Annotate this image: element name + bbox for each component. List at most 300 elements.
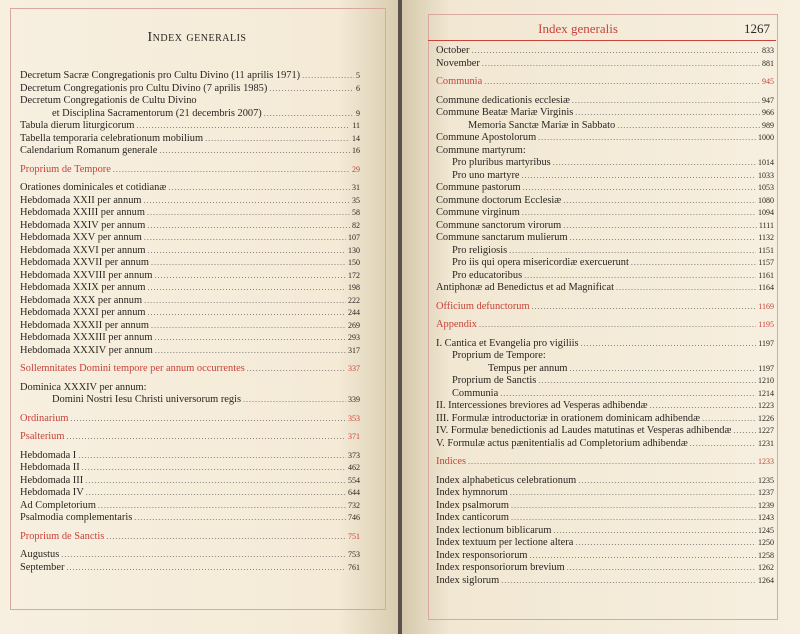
- toc-entry[interactable]: [20, 270, 360, 283]
- toc-entry-label: Hebdomada XXII per annum: [20, 194, 142, 206]
- toc-entry-label: Domini Nostri Iesu Christi universorum regis: [52, 394, 242, 405]
- toc-entry-page: 1233: [758, 457, 774, 466]
- toc-entry-page: 1161: [758, 270, 774, 280]
- toc-entry-page: 222: [348, 295, 360, 305]
- dot-leader: [147, 220, 350, 233]
- dot-leader: [563, 220, 757, 233]
- toc-entry[interactable]: [436, 107, 774, 120]
- dot-leader: [70, 413, 346, 426]
- dot-leader: [522, 207, 756, 220]
- toc-entry[interactable]: [20, 549, 360, 562]
- toc-entry-page: 947: [762, 95, 774, 105]
- dot-leader: [570, 232, 757, 245]
- right-page-number: 1267: [744, 21, 770, 36]
- toc-entry-label: Proprium de Tempore: [20, 163, 111, 175]
- dot-leader: [154, 332, 346, 345]
- toc-entry-label: Index alphabeticus celebrationum: [436, 474, 577, 486]
- toc-entry[interactable]: [436, 400, 774, 413]
- toc-entry[interactable]: [436, 413, 774, 426]
- toc-entry[interactable]: [436, 95, 774, 108]
- toc-entry-page: 317: [348, 345, 360, 355]
- toc-entry-label: Tempus per annum: [488, 362, 568, 374]
- right-table-of-contents: [436, 45, 774, 587]
- toc-entry-label: Index hymnorum: [436, 487, 508, 498]
- toc-entry[interactable]: [436, 425, 774, 438]
- dot-leader: [529, 550, 756, 563]
- toc-entry-label: Commune virginum: [436, 207, 520, 218]
- dot-leader: [702, 413, 756, 426]
- toc-entry-page: 1033: [758, 170, 774, 180]
- dot-leader: [148, 245, 346, 258]
- toc-entry[interactable]: [20, 345, 360, 358]
- toc-entry-label: Orationes dominicales et cotidianæ: [20, 182, 167, 193]
- toc-entry-label: Proprium de Sanctis: [20, 530, 105, 542]
- toc-entry-label: Tabella temporaria celebrationum mobilium: [20, 132, 204, 144]
- toc-entry[interactable]: [436, 550, 774, 563]
- dot-leader: [168, 182, 350, 195]
- toc-entry[interactable]: [436, 350, 774, 363]
- toc-entry-label: Commune dedicationis ecclesiæ: [436, 94, 570, 106]
- toc-entry-page: 107: [348, 233, 360, 242]
- dot-leader: [482, 58, 760, 71]
- toc-entry-page: 198: [348, 283, 360, 292]
- toc-entry-label: Sollemnitates Domini tempore per annum occurrentes: [20, 363, 245, 374]
- toc-entry-label: III. Formulæ introductoriæ in orationem dominicam adhibendæ: [436, 412, 701, 424]
- toc-entry-label: Pro iis qui opera misericordiæ exercuerunt: [452, 257, 629, 268]
- toc-entry-page: 1094: [758, 208, 774, 217]
- right-running-header: [428, 18, 776, 41]
- dot-leader: [690, 438, 756, 451]
- toc-entry-label: Calendarium Romanum generale: [20, 145, 158, 156]
- toc-entry-label: Hebdomada I: [20, 449, 77, 461]
- toc-entry[interactable]: [20, 95, 360, 108]
- toc-entry-page: 1231: [758, 438, 774, 448]
- toc-entry-label: Decretum Sacræ Congregationis pro Cultu Divino (11 aprilis 1971): [20, 70, 301, 81]
- toc-entry-label: Memoria Sanctæ Mariæ in Sabbato: [468, 119, 616, 131]
- toc-entry-label: Pro pluribus martyribus: [452, 157, 551, 168]
- toc-entry[interactable]: [20, 245, 360, 258]
- dot-leader: [538, 375, 756, 388]
- toc-entry-label: Index responsoriorum: [436, 549, 528, 561]
- toc-entry-page: 1262: [758, 563, 774, 572]
- dot-leader: [479, 319, 756, 332]
- toc-entry[interactable]: [436, 58, 774, 71]
- toc-entry-page: 753: [348, 550, 360, 559]
- toc-entry-label: Dominica XXXIV per annum:: [20, 381, 147, 393]
- toc-entry-label: Hebdomada XXIV per annum: [20, 219, 146, 231]
- toc-entry-page: 1258: [758, 550, 774, 560]
- dot-leader: [154, 270, 346, 283]
- toc-entry-label: Appendix: [436, 319, 477, 330]
- toc-entry[interactable]: [436, 45, 774, 58]
- toc-entry[interactable]: [20, 462, 360, 475]
- dot-leader: [650, 400, 756, 413]
- toc-entry-label: September: [20, 561, 65, 573]
- toc-entry-label: Pro uno martyre: [452, 169, 520, 181]
- toc-entry-page: 337: [348, 364, 360, 373]
- toc-entry-page: 1151: [758, 245, 774, 255]
- dot-leader: [567, 562, 756, 575]
- toc-entry-label: Hebdomada XXVIII per annum: [20, 269, 153, 281]
- toc-entry-label: Index textuum per lectione altera: [436, 537, 574, 548]
- toc-entry-label: Commune Apostolorum: [436, 132, 537, 143]
- dot-leader: [575, 537, 756, 550]
- dot-leader: [553, 525, 756, 538]
- toc-entry-label: Decretum Congregationis de Cultu Divino: [20, 95, 197, 106]
- toc-entry-page: 1250: [758, 538, 774, 547]
- dot-leader: [269, 83, 354, 96]
- dot-leader: [553, 157, 756, 170]
- toc-entry-label: Hebdomada XXIII per annum: [20, 207, 145, 218]
- toc-entry-page: 1053: [758, 183, 774, 192]
- toc-entry[interactable]: [436, 132, 774, 145]
- toc-entry[interactable]: [436, 338, 774, 351]
- toc-entry[interactable]: [436, 270, 774, 283]
- toc-entry-page: 1080: [758, 195, 774, 205]
- toc-entry-label: Tabula dierum liturgicorum: [20, 120, 135, 131]
- toc-entry-page: 353: [348, 413, 360, 423]
- dot-leader: [86, 487, 346, 500]
- toc-entry-page: 339: [348, 395, 360, 404]
- toc-entry-label: Index siglorum: [436, 574, 500, 586]
- dot-leader: [66, 431, 346, 444]
- toc-entry[interactable]: [20, 307, 360, 320]
- toc-entry[interactable]: [20, 394, 360, 407]
- toc-entry-label: Index lectionum biblicarum: [436, 524, 552, 536]
- toc-entry-label: Hebdomada XXXIII per annum: [20, 332, 153, 343]
- toc-entry[interactable]: [436, 282, 774, 295]
- toc-entry-page: 244: [348, 308, 360, 317]
- toc-entry[interactable]: [436, 388, 774, 401]
- dot-leader: [578, 475, 756, 488]
- toc-entry-label: IV. Formulæ benedictionis ad Laudes matutinas et Vesperas adhibendæ: [436, 425, 732, 436]
- toc-entry-label: Commune martyrum:: [436, 144, 526, 156]
- toc-entry[interactable]: [436, 195, 774, 208]
- toc-entry-page: 1239: [758, 500, 774, 510]
- dot-leader: [500, 388, 756, 401]
- toc-entry[interactable]: [436, 245, 774, 258]
- toc-entry[interactable]: [436, 145, 774, 158]
- dot-leader: [302, 70, 354, 83]
- toc-entry-label: October: [436, 45, 470, 56]
- dot-leader: [733, 425, 756, 438]
- toc-entry-page: 29: [352, 164, 360, 174]
- toc-section-heading[interactable]: [20, 431, 360, 444]
- toc-entry-page: 761: [348, 562, 360, 572]
- toc-entry-page: 269: [348, 320, 360, 330]
- toc-entry[interactable]: [436, 438, 774, 451]
- dot-leader: [61, 549, 346, 562]
- toc-entry-label: Hebdomada XXV per annum: [20, 232, 142, 243]
- toc-entry[interactable]: [436, 375, 774, 388]
- toc-entry-page: 1157: [758, 258, 774, 267]
- dot-leader: [538, 132, 756, 145]
- toc-entry-label: Communia: [436, 76, 483, 87]
- toc-entry-page: 150: [348, 258, 360, 267]
- toc-section-heading[interactable]: [20, 413, 360, 426]
- toc-entry-label: Pro religiosis: [452, 244, 508, 256]
- dot-leader: [468, 456, 756, 469]
- toc-entry[interactable]: [20, 120, 360, 133]
- toc-entry-page: 966: [762, 108, 774, 117]
- toc-entry[interactable]: [436, 575, 774, 588]
- dot-leader: [148, 282, 346, 295]
- toc-entry-page: 130: [348, 245, 360, 255]
- toc-entry-label: Hebdomada XXXIV per annum: [20, 344, 153, 356]
- toc-entry-label: Decretum Congregationis pro Cultu Divino (7 aprilis 1985): [20, 82, 268, 94]
- toc-entry-label: Commune Beatæ Mariæ Virginis: [436, 107, 574, 118]
- toc-entry-page: 751: [348, 531, 360, 541]
- toc-entry-label: Officium defunctorum: [436, 300, 530, 312]
- toc-entry-label: Hebdomada XXVII per annum: [20, 257, 149, 268]
- toc-entry-page: 371: [348, 432, 360, 441]
- toc-entry-label: Commune sanctorum virorum: [436, 219, 562, 231]
- toc-entry[interactable]: [436, 363, 774, 376]
- toc-entry-page: 1237: [758, 488, 774, 497]
- toc-entry-page: 1164: [758, 283, 774, 292]
- dot-leader: [243, 394, 346, 407]
- toc-entry-page: 82: [352, 220, 360, 230]
- toc-entry-page: 1214: [758, 388, 774, 398]
- toc-section-heading[interactable]: [20, 531, 360, 544]
- toc-entry-label: Index responsoriorum brevium: [436, 562, 565, 573]
- toc-entry-page: 1195: [758, 320, 774, 329]
- toc-entry-page: 1226: [758, 413, 774, 423]
- toc-entry[interactable]: [20, 487, 360, 500]
- toc-entry-label: Communia: [452, 387, 499, 399]
- toc-entry-page: 1223: [758, 401, 774, 410]
- toc-entry-label: Hebdomada XXXI per annum: [20, 307, 146, 318]
- toc-entry[interactable]: [436, 220, 774, 233]
- toc-entry-page: 1000: [758, 133, 774, 142]
- toc-entry[interactable]: [436, 537, 774, 550]
- toc-entry[interactable]: [20, 108, 360, 121]
- toc-entry-label: Antiphonæ ad Benedictus et ad Magnificat: [436, 282, 615, 293]
- toc-entry-page: 35: [352, 195, 360, 205]
- dot-leader: [144, 232, 346, 245]
- dot-leader: [572, 95, 760, 108]
- toc-entry-page: 9: [356, 108, 360, 118]
- toc-entry-page: 373: [348, 450, 360, 460]
- toc-entry-label: et Disciplina Sacramentorum (21 decembris 2007): [52, 107, 262, 119]
- toc-entry[interactable]: [20, 195, 360, 208]
- dot-leader: [570, 363, 757, 376]
- dot-leader: [78, 450, 346, 463]
- toc-entry[interactable]: [20, 207, 360, 220]
- toc-entry[interactable]: [436, 207, 774, 220]
- dot-leader: [151, 257, 346, 270]
- toc-entry-label: November: [436, 57, 480, 69]
- toc-entry-label: Index psalmorum: [436, 499, 510, 511]
- dot-leader: [113, 164, 350, 177]
- toc-entry[interactable]: [20, 257, 360, 270]
- dot-leader: [510, 487, 756, 500]
- toc-entry[interactable]: [20, 182, 360, 195]
- dot-leader: [532, 301, 757, 314]
- toc-entry[interactable]: [436, 512, 774, 525]
- toc-section-heading[interactable]: [436, 76, 774, 89]
- dot-leader: [155, 345, 346, 358]
- dot-leader: [144, 295, 346, 308]
- toc-entry[interactable]: [436, 475, 774, 488]
- toc-entry-label: Hebdomada III: [20, 474, 84, 486]
- left-page-title: Index generalis: [147, 30, 247, 45]
- toc-entry-label: Proprium de Sanctis: [452, 375, 537, 386]
- toc-entry-page: 1264: [758, 575, 774, 585]
- toc-entry[interactable]: [20, 282, 360, 295]
- toc-entry-page: 1245: [758, 525, 774, 535]
- dot-leader: [523, 182, 756, 195]
- toc-entry-label: Hebdomada XXIX per annum: [20, 282, 146, 293]
- toc-entry-page: 14: [352, 133, 360, 143]
- toc-entry-page: 16: [352, 146, 360, 155]
- toc-entry[interactable]: [20, 145, 360, 158]
- dot-leader: [575, 107, 760, 120]
- toc-entry-page: 1197: [758, 338, 774, 348]
- dot-leader: [617, 120, 760, 133]
- dot-leader: [471, 45, 760, 58]
- toc-entry-page: 11: [352, 121, 360, 130]
- toc-entry-page: 644: [348, 488, 360, 497]
- toc-section-heading[interactable]: [20, 164, 360, 177]
- toc-entry-label: Commune sanctarum mulierum: [436, 232, 568, 243]
- dot-leader: [264, 108, 354, 121]
- toc-entry[interactable]: [20, 450, 360, 463]
- dot-leader: [147, 207, 350, 220]
- dot-leader: [82, 462, 346, 475]
- toc-entry[interactable]: [436, 232, 774, 245]
- toc-entry[interactable]: [436, 487, 774, 500]
- toc-entry[interactable]: [20, 512, 360, 525]
- toc-entry-page: 58: [352, 208, 360, 217]
- toc-entry[interactable]: [436, 500, 774, 513]
- dot-leader: [631, 257, 756, 270]
- toc-entry-label: Commune pastorum: [436, 182, 521, 193]
- toc-entry[interactable]: [20, 232, 360, 245]
- toc-entry[interactable]: [436, 120, 774, 133]
- dot-leader: [247, 363, 346, 376]
- toc-entry-label: Proprium de Tempore:: [452, 350, 546, 361]
- toc-entry[interactable]: [20, 382, 360, 395]
- dot-leader: [205, 133, 350, 146]
- toc-entry[interactable]: [436, 170, 774, 183]
- toc-entry-page: 881: [762, 58, 774, 68]
- toc-entry-label: Ad Completorium: [20, 499, 96, 511]
- toc-entry-label: I. Cantica et Evangelia pro vigiliis: [436, 337, 579, 349]
- toc-entry[interactable]: [20, 295, 360, 308]
- toc-entry-label: Psalmodia complementaris: [20, 512, 133, 523]
- toc-entry-page: 172: [348, 270, 360, 280]
- toc-entry-page: 31: [352, 183, 360, 192]
- toc-entry[interactable]: [436, 257, 774, 270]
- toc-entry-page: 554: [348, 475, 360, 485]
- toc-entry-page: 1111: [758, 220, 774, 230]
- left-table-of-contents: [20, 70, 360, 574]
- toc-entry-page: 1014: [758, 158, 774, 167]
- toc-entry-page: 945: [762, 77, 774, 86]
- toc-entry-label: Hebdomada II: [20, 462, 80, 473]
- right-running-title: Index generalis: [538, 21, 618, 36]
- toc-section-heading[interactable]: [20, 363, 360, 376]
- dot-leader: [134, 512, 346, 525]
- toc-entry[interactable]: [436, 157, 774, 170]
- dot-leader: [524, 270, 756, 283]
- toc-entry-page: 1235: [758, 475, 774, 485]
- toc-entry-page: 833: [762, 46, 774, 55]
- toc-entry[interactable]: [436, 525, 774, 538]
- toc-entry-page: 6: [356, 83, 360, 93]
- toc-entry-label: Hebdomada IV: [20, 487, 84, 498]
- toc-entry-label: Index canticorum: [436, 512, 509, 523]
- dot-leader: [159, 145, 350, 158]
- dot-leader: [148, 307, 346, 320]
- dot-leader: [509, 245, 756, 258]
- toc-entry[interactable]: [20, 500, 360, 513]
- toc-entry-label: II. Intercessiones breviores ad Vesperas adhibendæ: [436, 400, 648, 411]
- dot-leader: [151, 320, 346, 333]
- toc-entry-page: 1210: [758, 376, 774, 385]
- toc-entry-label: Indices: [436, 456, 467, 467]
- toc-entry-page: 732: [348, 500, 360, 510]
- toc-entry-label: Hebdomada XXXII per annum: [20, 319, 149, 331]
- dot-leader: [98, 500, 346, 513]
- toc-entry-page: 1169: [758, 301, 774, 311]
- dot-leader: [137, 120, 351, 133]
- dot-leader: [511, 512, 756, 525]
- dot-leader: [66, 562, 346, 575]
- toc-entry-page: 5: [356, 71, 360, 80]
- dot-leader: [143, 195, 350, 208]
- toc-entry-page: 462: [348, 463, 360, 472]
- toc-entry[interactable]: [20, 475, 360, 488]
- dot-leader: [522, 170, 756, 183]
- toc-entry[interactable]: [20, 133, 360, 146]
- toc-entry-label: Hebdomada XXVI per annum: [20, 244, 146, 256]
- dot-leader: [85, 475, 346, 488]
- dot-leader: [501, 575, 756, 588]
- toc-entry-page: 989: [762, 120, 774, 130]
- dot-leader: [581, 338, 757, 351]
- toc-entry-label: Psalterium: [20, 431, 65, 442]
- toc-entry[interactable]: [436, 182, 774, 195]
- dot-leader: [484, 76, 760, 89]
- toc-entry-page: 1132: [758, 233, 774, 242]
- dot-leader: [563, 195, 756, 208]
- toc-entry-page: 293: [348, 333, 360, 342]
- dot-leader: [511, 500, 756, 513]
- toc-entry-label: V. Formulæ actus pænitentialis ad Completorium adhibendæ: [436, 437, 688, 449]
- toc-section-heading[interactable]: [436, 301, 774, 314]
- toc-entry[interactable]: [20, 562, 360, 575]
- toc-section-heading[interactable]: [436, 319, 774, 332]
- toc-section-heading[interactable]: [436, 456, 774, 469]
- toc-entry-label: Pro educatoribus: [452, 269, 523, 281]
- toc-entry[interactable]: [20, 332, 360, 345]
- toc-entry[interactable]: [20, 320, 360, 333]
- toc-entry-page: 1227: [758, 426, 774, 435]
- toc-entry[interactable]: [436, 562, 774, 575]
- toc-entry-label: Commune doctorum Ecclesiæ: [436, 194, 562, 206]
- dot-leader: [616, 282, 756, 295]
- toc-entry-page: 1243: [758, 513, 774, 522]
- toc-entry[interactable]: [20, 220, 360, 233]
- toc-entry-label: Augustus: [20, 549, 60, 560]
- toc-entry[interactable]: [20, 83, 360, 96]
- toc-entry[interactable]: [20, 70, 360, 83]
- toc-entry-label: Hebdomada XXX per annum: [20, 294, 143, 306]
- toc-entry-page: 746: [348, 513, 360, 522]
- toc-entry-label: Ordinarium: [20, 412, 69, 424]
